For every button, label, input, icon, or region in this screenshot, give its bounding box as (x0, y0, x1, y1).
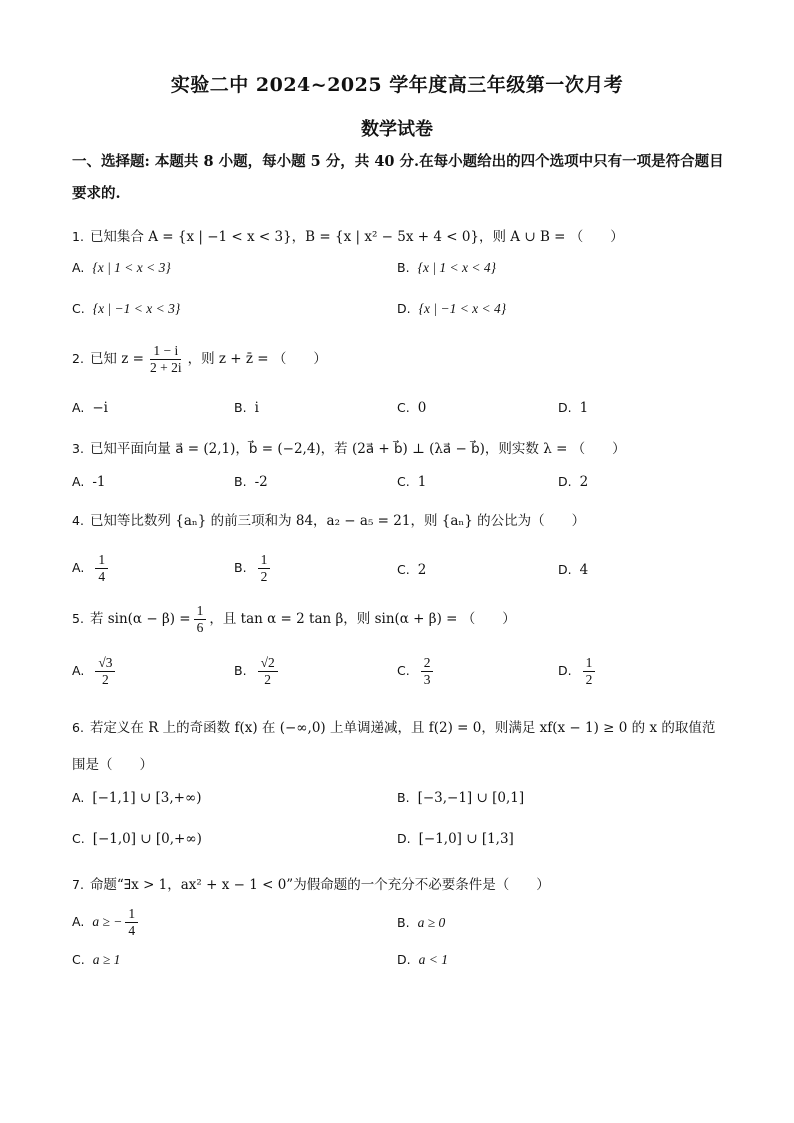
option-a (72, 655, 118, 688)
question-number: 1. (72, 229, 84, 244)
option-value: 0 (417, 400, 427, 416)
numerator: 2 (421, 655, 434, 672)
option-value: -2 (254, 474, 268, 490)
option-value: 1 (579, 400, 589, 416)
denominator: 2 + 2i (149, 360, 182, 375)
option-label: A. (72, 914, 85, 929)
option-b (234, 655, 281, 688)
option-label: D. (397, 952, 411, 967)
option-value: [−1,1] ∪ [3,+∞) (92, 790, 202, 806)
fraction (258, 552, 271, 585)
option-label: B. (234, 474, 247, 489)
option-value: a ≥ 0 (417, 915, 446, 930)
question-text: 已知 z = (89, 351, 144, 367)
option-a (72, 552, 111, 585)
option-value: −i (92, 400, 108, 416)
option-b (397, 260, 496, 276)
denominator: 2 (585, 672, 593, 687)
option-label: D. (558, 663, 572, 678)
option-label: B. (397, 260, 410, 275)
numerator: 1 − i (150, 343, 181, 360)
numerator: √3 (95, 655, 115, 672)
option-label: B. (397, 915, 410, 930)
option-value: {x | −1 < x < 3} (92, 301, 181, 316)
denominator: 2 (260, 569, 268, 584)
option-b (234, 400, 259, 416)
option-label: C. (397, 400, 410, 415)
option-d (397, 831, 514, 847)
option-d (558, 474, 588, 490)
denominator: 4 (98, 569, 106, 584)
option-label: C. (72, 831, 85, 846)
option-d (558, 562, 588, 578)
option-value: i (254, 400, 259, 416)
question-text-tail: ，则 z + z̄ = （ ） (187, 351, 327, 367)
denominator: 3 (423, 672, 431, 687)
option-d (397, 952, 448, 968)
option-c (72, 301, 180, 317)
question-number: 2. (72, 351, 84, 366)
question-7 (72, 873, 550, 893)
option-label: C. (397, 474, 410, 489)
option-c (72, 831, 202, 847)
option-d (558, 400, 588, 416)
option-label: A. (72, 560, 85, 575)
fraction (125, 906, 138, 939)
question-text: 若定义在 R 上的奇函数 f(x) 在 (−∞,0) 上单调递减，且 f(2) = 0，则满足 xf(x − 1) ≥ 0 的 x 的取值范 (89, 720, 716, 736)
question-text: 命题“∃x > 1，ax² + x − 1 < 0”为假命题的一个充分不必要条件是（ ） (89, 877, 550, 893)
option-a (72, 906, 141, 939)
option-d (558, 655, 598, 688)
option-label: C. (72, 301, 85, 316)
numerator: 1 (258, 552, 271, 569)
question-number: 7. (72, 877, 84, 892)
option-value: 2 (579, 474, 589, 490)
option-d (397, 301, 506, 317)
option-c (397, 562, 426, 578)
option-b (397, 915, 445, 931)
question-number: 3. (72, 441, 84, 456)
option-value: 2 (417, 562, 427, 578)
numerator: 1 (125, 906, 138, 923)
denominator: 6 (196, 620, 204, 635)
option-value: 4 (579, 562, 589, 578)
option-label: D. (558, 562, 572, 577)
option-label: A. (72, 663, 85, 678)
question-3 (72, 437, 626, 457)
option-value: [−3,−1] ∪ [0,1] (417, 790, 525, 806)
option-c (397, 474, 426, 490)
option-value: {x | 1 < x < 3} (92, 260, 171, 275)
denominator: 4 (128, 923, 136, 938)
option-c (397, 400, 426, 416)
question-text: 已知等比数列 {aₙ} 的前三项和为 84，a₂ − a₅ = 21，则 {aₙ} 的公比为（ ） (89, 513, 586, 529)
option-label: B. (397, 790, 410, 805)
option-a (72, 400, 108, 416)
option-c (72, 952, 120, 968)
question-text: 已知平面向量 a⃗ = (2,1)，b⃗ = (−2,4)，若 (2a⃗ + b⃗) ⊥ (λa⃗ − b⃗)，则实数 λ = （ ） (89, 441, 626, 457)
option-label: A. (72, 790, 85, 805)
option-label: C. (397, 562, 410, 577)
option-value: 1 (417, 474, 427, 490)
question-number: 4. (72, 513, 84, 528)
option-label: A. (72, 260, 85, 275)
option-label: A. (72, 400, 85, 415)
option-b (397, 790, 524, 806)
question-text: 已知集合 A = {x | −1 < x < 3}，B = {x | x² − 5x + 4 < 0}，则 A ∪ B = （ ） (89, 229, 624, 245)
option-value: a ≥ 1 (92, 952, 121, 967)
option-label: B. (234, 400, 247, 415)
option-a (72, 790, 202, 806)
numerator: 1 (95, 552, 108, 569)
option-value: a < 1 (418, 952, 448, 967)
option-value: [−1,0] ∪ [0,+∞) (92, 831, 202, 847)
fraction (194, 603, 207, 636)
option-b (234, 552, 273, 585)
question-number: 6. (72, 720, 84, 735)
question-6-line-2 (72, 753, 153, 773)
question-4 (72, 509, 585, 529)
question-6 (72, 716, 715, 736)
question-2 (72, 343, 327, 376)
denominator: 2 (264, 672, 272, 687)
denominator: 2 (102, 672, 109, 687)
fraction (147, 343, 185, 376)
option-label: D. (558, 400, 572, 415)
page-title: 实验二中 2024~2025 学年度高三年级第一次月考 (170, 74, 624, 96)
option-value: a ≥ − (92, 914, 123, 929)
numerator: 1 (583, 655, 596, 672)
option-label: D. (397, 301, 411, 316)
option-b (234, 474, 268, 490)
fraction (95, 655, 115, 688)
option-value: -1 (92, 474, 106, 490)
option-label: C. (397, 663, 410, 678)
fraction (421, 655, 434, 688)
option-label: B. (234, 560, 247, 575)
option-value: {x | 1 < x < 4} (417, 260, 497, 275)
option-label: D. (397, 831, 411, 846)
question-number: 5. (72, 611, 84, 626)
option-label: C. (72, 952, 85, 967)
question-1 (72, 225, 624, 245)
option-a (72, 260, 171, 276)
option-c (397, 655, 436, 688)
numerator: 1 (194, 603, 207, 620)
question-text: 若 sin(α − β) = (89, 611, 191, 627)
fraction (583, 655, 596, 688)
option-value: {x | −1 < x < 4} (418, 301, 507, 316)
option-value: [−1,0] ∪ [1,3] (418, 831, 514, 847)
option-label: D. (558, 474, 572, 489)
fraction (95, 552, 108, 585)
option-label: A. (72, 474, 85, 489)
question-5 (72, 603, 516, 636)
page-subtitle: 数学试卷 (361, 119, 433, 140)
section-heading: 一、选择题: 本题共 8 小题，每小题 5 分，共 40 分.在每小题给出的四个选项中只有一项是符合题目要求的. (72, 153, 724, 202)
numerator: √2 (258, 655, 278, 672)
option-label: B. (234, 663, 247, 678)
question-text-tail: ，且 tan α = 2 tan β，则 sin(α + β) = （ ） (209, 611, 516, 627)
question-text-line-2: 围是（ ） (72, 757, 153, 773)
option-a (72, 474, 105, 490)
fraction (258, 655, 278, 688)
